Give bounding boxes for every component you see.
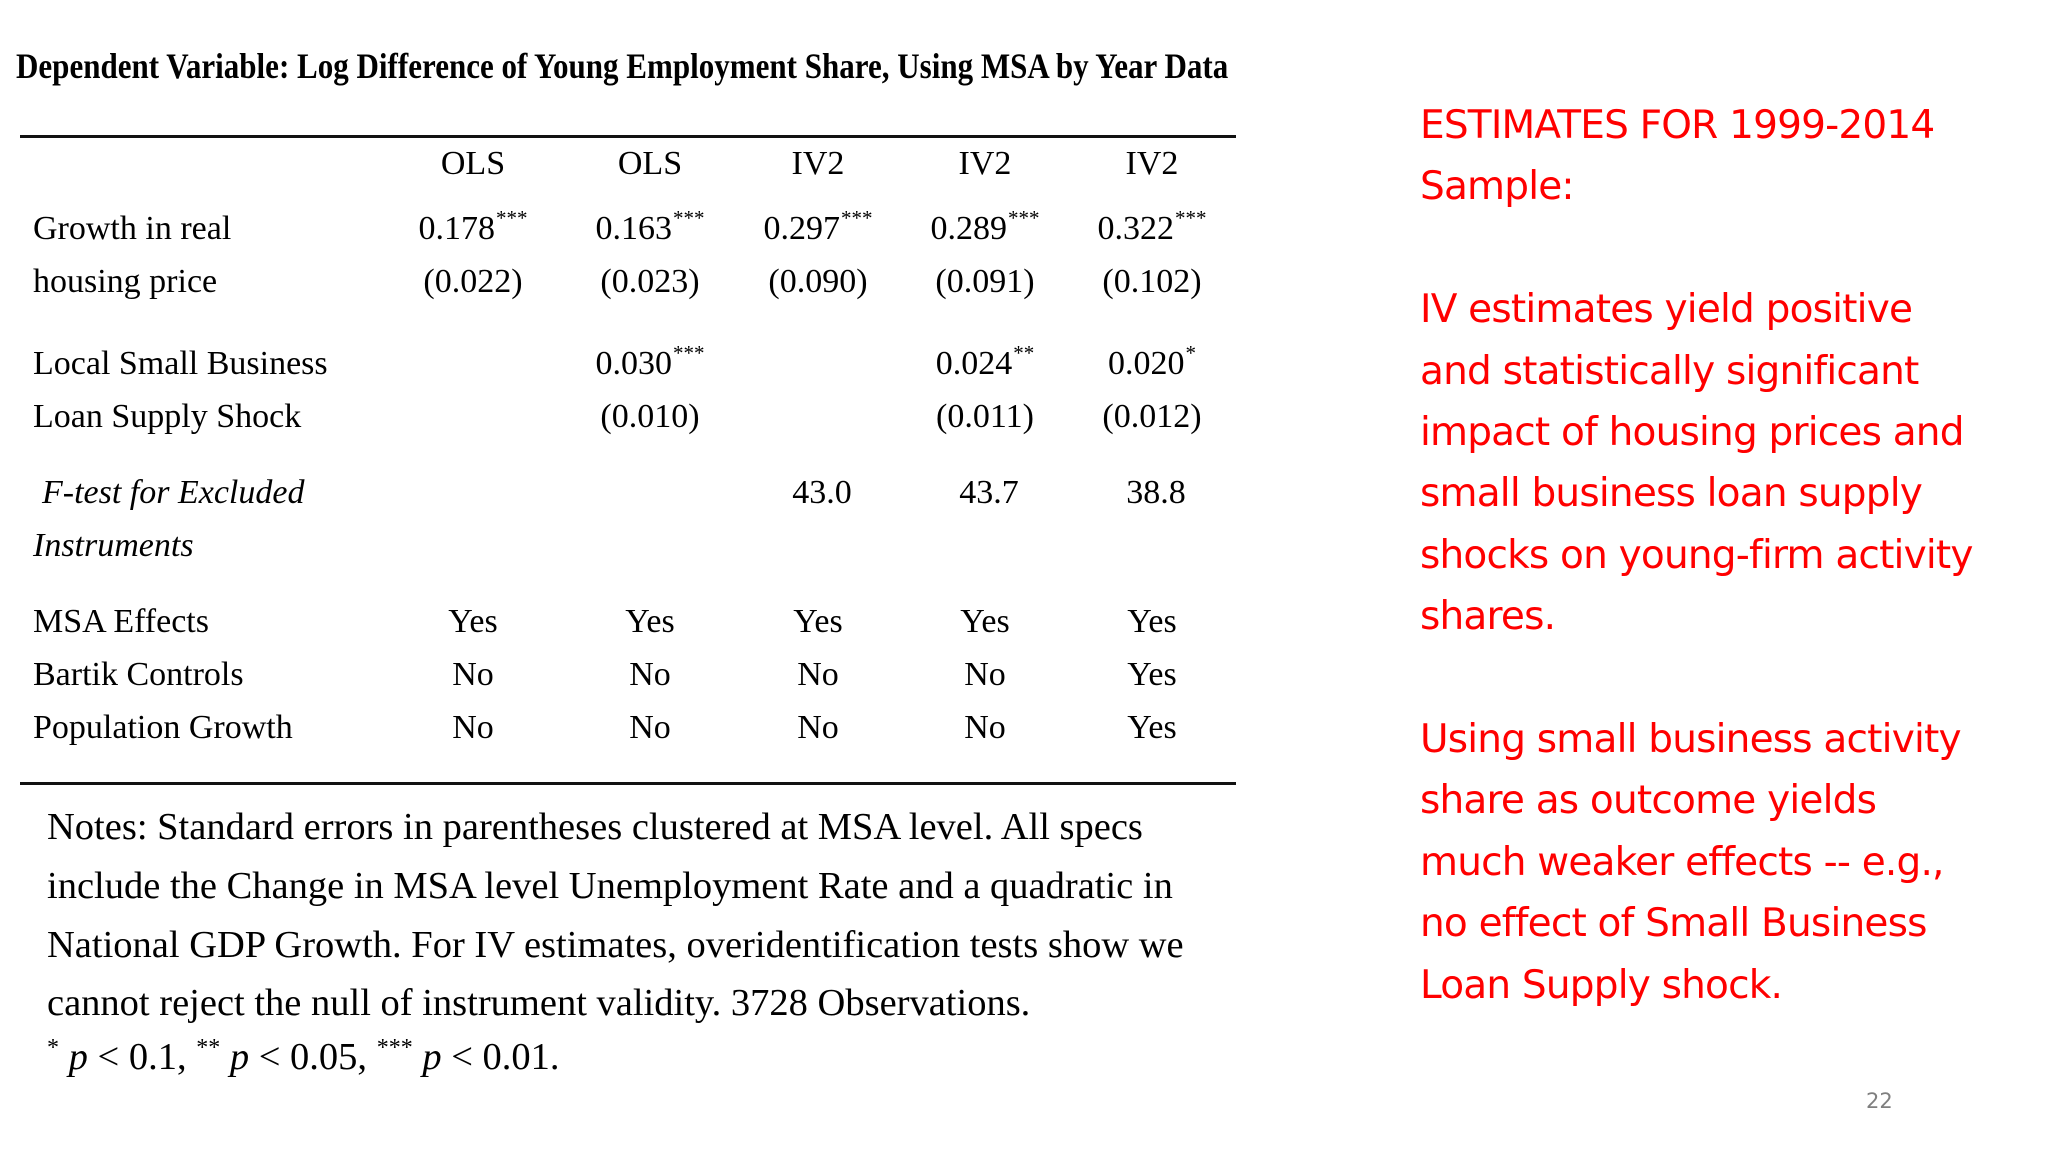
row-label: Population Growth	[33, 709, 293, 746]
standard-error: (0.102)	[1102, 263, 1202, 300]
f-statistic: 43.7	[959, 474, 1019, 511]
row-label: Loan Supply Shock	[33, 398, 302, 435]
side-text-line: and statistically significant	[1420, 348, 1919, 394]
standard-error: (0.091)	[935, 263, 1035, 300]
notes-line: cannot reject the null of instrument validity. 3728 Observations.	[47, 982, 1031, 1025]
column-header: OLS	[440, 145, 506, 182]
side-heading-line: Sample:	[1420, 164, 1574, 210]
coefficient: 0.322***	[1097, 206, 1207, 247]
side-text-line: shares.	[1420, 594, 1556, 640]
notes-line: National GDP Growth. For IV estimates, overidentification tests show we	[47, 923, 1184, 966]
page-number: 22	[1866, 1089, 1893, 1113]
indicator-cell: No	[629, 656, 671, 693]
row-label: Local Small Business	[33, 345, 328, 382]
row-label: Instruments	[33, 527, 194, 564]
indicator-cell: No	[452, 709, 494, 746]
indicator-cell: Yes	[793, 603, 843, 640]
side-text-line: impact of housing prices and	[1420, 410, 1964, 456]
coefficient: 0.289***	[930, 206, 1040, 247]
coefficient: 0.163***	[595, 206, 705, 247]
side-text-line: much weaker effects -- e.g.,	[1420, 839, 1944, 885]
indicator-cell: No	[797, 656, 839, 693]
row-label: Growth in real	[33, 210, 232, 247]
column-header: IV2	[791, 145, 845, 182]
indicator-cell: No	[964, 709, 1006, 746]
table-title: Dependent Variable: Log Difference of Young Employment Share, Using MSA by Year Data	[16, 46, 1229, 86]
significance-footnote: * p < 0.1, ** p < 0.05, *** p < 0.01.	[47, 1035, 560, 1078]
f-statistic: 43.0	[792, 474, 852, 511]
coefficient: 0.020*	[1108, 341, 1196, 382]
coefficient: 0.297***	[763, 206, 873, 247]
indicator-cell: No	[452, 656, 494, 693]
table-bottom-rule	[20, 782, 1236, 785]
table-notes	[47, 798, 1377, 1033]
column-header: OLS	[617, 145, 683, 182]
row-label: housing price	[33, 263, 218, 300]
coefficient: 0.178***	[418, 206, 528, 247]
indicator-cell: Yes	[1127, 603, 1177, 640]
side-commentary	[1420, 95, 2040, 1016]
side-text-line: IV estimates yield positive	[1420, 287, 1913, 333]
indicator-cell: Yes	[625, 603, 675, 640]
column-header: IV2	[1125, 145, 1179, 182]
side-spacer	[1420, 218, 2040, 279]
indicator-cell: Yes	[448, 603, 498, 640]
notes-line: Notes: Standard errors in parentheses clustered at MSA level. All specs	[47, 806, 1143, 848]
indicator-cell: No	[797, 709, 839, 746]
standard-error: (0.011)	[936, 398, 1034, 435]
coefficient: 0.030***	[595, 341, 705, 382]
side-text-line: Loan Supply shock.	[1420, 962, 1783, 1008]
indicator-cell: No	[629, 709, 671, 746]
side-text-line: share as outcome yields	[1420, 778, 1877, 824]
coefficient: 0.024**	[935, 341, 1035, 382]
standard-error: (0.012)	[1102, 398, 1202, 435]
indicator-cell: Yes	[960, 603, 1010, 640]
notes-line: include the Change in MSA level Unemployment Rate and a quadratic in	[47, 864, 1173, 907]
row-label: F-test for Excluded	[42, 474, 305, 511]
side-text-line: shocks on young-firm activity	[1420, 532, 1973, 578]
standard-error: (0.023)	[600, 263, 700, 300]
row-label: Bartik Controls	[33, 656, 244, 693]
row-label: MSA Effects	[33, 603, 209, 640]
indicator-cell: Yes	[1127, 656, 1177, 693]
side-text-line: small business loan supply	[1420, 471, 1923, 517]
indicator-cell: No	[964, 656, 1006, 693]
indicator-cell: Yes	[1127, 709, 1177, 746]
standard-error: (0.010)	[600, 398, 700, 435]
side-text-line: Using small business activity	[1420, 717, 1961, 763]
standard-error: (0.022)	[423, 263, 523, 300]
standard-error: (0.090)	[768, 263, 868, 300]
table-top-rule	[20, 135, 1236, 138]
side-spacer	[1420, 648, 2040, 709]
side-text-line: no effect of Small Business	[1420, 901, 1927, 947]
column-header: IV2	[958, 145, 1012, 182]
f-statistic: 38.8	[1126, 474, 1186, 511]
side-heading-line: ESTIMATES FOR 1999-2014	[1420, 103, 1935, 148]
